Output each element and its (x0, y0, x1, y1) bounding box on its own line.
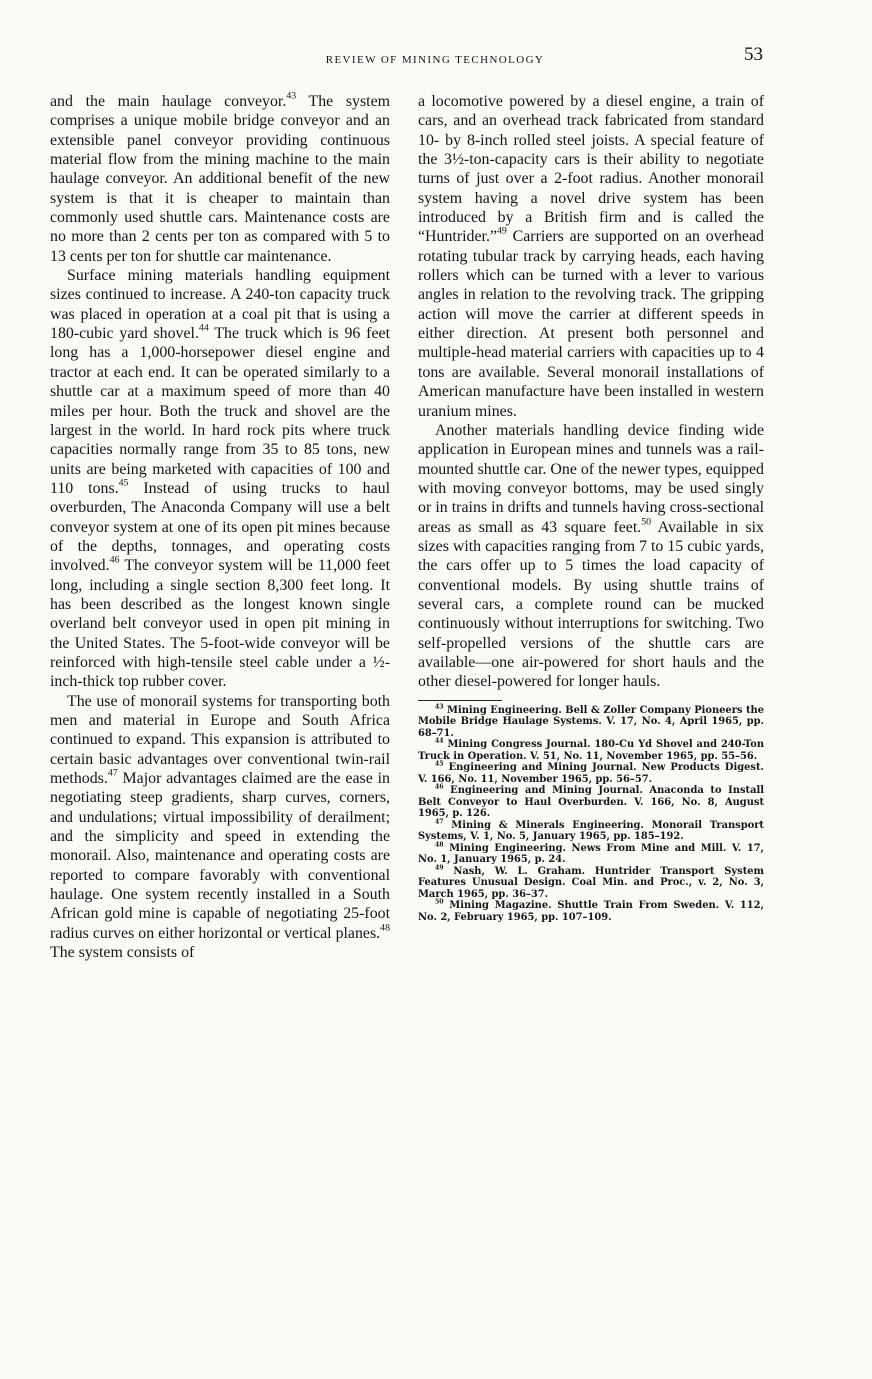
footnote-number: 50 (435, 898, 444, 906)
body-text: Another materials handling device finding wide application in European mines and tunnels was a rail-mounted shuttle car. One of the newer types, equipped with moving conveyor bottoms, may be used singly or in trains in drifts and tunnels having cross-sectional areas as small as 43 square feet. (418, 421, 764, 536)
footnote-text: Nash, W. L. Graham. Huntrider Transport System Features Unusual Design. Coal Min. and Proc., v. 2, No. 3, March 1965, pp. 36–37. (418, 865, 764, 900)
right-column (418, 92, 764, 923)
body-text: a locomotive powered by a diesel engine, a train of cars, and an overhead track fabricated from standard 10- by 8-inch rolled steel joists. A special feature of the 3½-ton-capacity cars is their ability to negotiate turns of just over a 2-foot radius. Another monorail system having a novel drive system has been introduced by a British firm and is called the “Huntrider.” (418, 93, 764, 246)
footnote-text: Mining Congress Journal. 180-Cu Yd Shovel and 240-Ton Truck in Operation. V. 51, No. 11, November 1965, pp. 55–56. (418, 739, 764, 762)
paragraph (50, 692, 390, 963)
footnote (418, 866, 764, 901)
body-text: The conveyor system will be 11,000 feet long, including a single section 8,300 feet long. It has been described as the longest known single overland belt conveyor used in open pit mining in the United States. The 5-foot-wide conveyor will be reinforced with high-tensile steel cable under a ½-inch-thick top rubber cover. (50, 557, 390, 691)
footnote (418, 900, 764, 923)
footnote (418, 739, 764, 762)
footnote-text: Mining Engineering. News From Mine and Mill. V. 17, No. 1, January 1965, p. 24. (418, 842, 764, 866)
body-text: and the main haulage conveyor. (50, 93, 287, 110)
footnote-ref: 50 (641, 516, 652, 528)
body-text: The system consists of (50, 944, 195, 962)
body-text: The use of monorail systems for transporting both men and material in Europe and South Africa continued to expand. This expansion is attributed to certain basic advantages over conventional twin-rail methods. (50, 692, 390, 788)
footnote-ref: 43 (286, 90, 297, 102)
footnote-ref: 48 (380, 922, 390, 934)
running-head: REVIEW OF MINING TECHNOLOGY (325, 54, 545, 66)
body-text: Available in six sizes with capacities ranging from 7 to 15 cubic yards, the cars offer up to 5 times the load capacity of conventional models. By using shuttle trains of several cars, a complete round can be mucked continuously without interruptions for switching. Two self-propelled versions of the shuttle cars are available—one air-powered for short hauls and the other diesel-powered for longer hauls. (418, 518, 764, 691)
footnote (418, 820, 764, 843)
paragraph (50, 92, 390, 266)
footnote-ref: 45 (118, 477, 129, 489)
footnote-ref: 49 (496, 226, 507, 238)
footnote-number: 48 (435, 841, 444, 849)
footnote (418, 705, 764, 740)
body-text: Carriers are supported on an overhead rotating tubular track by carrying heads, each having rollers which can be turned with a lever to various angles in relation to the revolving track. The gripping action will move the carrier at different speeds in either direction. At present both personnel and multiple-head material carriers with capacities up to 4 tons are available. Several monorail installations of American manufacture have been installed in western uranium mines. (418, 228, 764, 420)
paragraph (418, 421, 764, 692)
footnote-number: 44 (435, 737, 444, 745)
paragraph (50, 266, 390, 692)
body-text: Major advantages claimed are the ease in negotiating steep gradients, sharp curves, corners, and undulations; virtual impossibility of derailment; and the simplicity and speed in extending the monorail. Also, maintenance and operating costs are reported to compare favorably with conventional haulage. One system recently installed in a South African gold mine is capable of negotiating 25-foot radius curves on either horizontal or vertical planes. (50, 770, 390, 942)
footnote-text: Mining Engineering. Bell & Zoller Company Pioneers the Mobile Bridge Haulage Systems. V. 17, No. 4, April 1965, pp. 68–71. (418, 704, 764, 739)
footnote (418, 843, 764, 866)
footnote-divider (418, 700, 502, 701)
footnote-number: 47 (435, 818, 444, 826)
body-text: Surface mining materials handling equipment sizes continued to increase. A 240-ton capacity truck was placed in operation at a coal pit that is using a 180-cubic yard shovel. (50, 267, 390, 343)
footnote-ref: 46 (109, 554, 120, 566)
body-text: The truck which is 96 feet long has a 1,000-horsepower diesel engine and tractor at each end. It can be operated similarly to a shuttle car at a maximum speed of more than 40 miles per hour. Both the truck and shovel are the largest in the world. In hard rock pits where truck capacities normally range from 35 to 85 tons, new units are being marketed with capacities of 100 and 110 tons. (50, 325, 390, 497)
footnote-number: 45 (435, 760, 444, 768)
footnote-ref: 44 (198, 322, 209, 334)
body-text: Instead of using trucks to haul overburden, The Anaconda Company will use a belt conveyor system at one of its open pit mines because of the depths, tonnages, and operating costs involved. (50, 479, 391, 575)
left-column (50, 92, 390, 962)
paragraph (418, 92, 764, 421)
footnote-number: 49 (435, 864, 444, 872)
footnote-text: Engineering and Mining Journal. New Products Digest. V. 166, No. 11, November 1965, pp. 56–57. (418, 762, 764, 785)
footnote-number: 43 (435, 703, 444, 711)
footnote-number: 46 (435, 783, 444, 791)
footnote-text: Mining Magazine. Shuttle Train From Sweden. V. 112, No. 2, February 1965, pp. 107–109. (418, 900, 764, 923)
page-number: 53 (744, 44, 763, 65)
body-text: The system comprises a unique mobile bridge conveyor and an extensible panel conveyor providing continuous material flow from the mining machine to the main haulage conveyor. An additional benefit of the new system is that it is cheaper to maintain than commonly used shuttle cars. Maintenance costs are no more than 2 cents per ton as compared with 5 to 13 cents per ton for shuttle car maintenance. (50, 93, 390, 265)
footnote (418, 762, 764, 785)
footnotes (418, 705, 764, 924)
footnote-text: Mining & Minerals Engineering. Monorail Transport Systems, V. 1, No. 5, January 1965, pp. 185–192. (418, 819, 764, 843)
footnote-ref: 47 (107, 767, 118, 779)
footnote (418, 785, 764, 820)
footnote-text: Engineering and Mining Journal. Anaconda to Install Belt Conveyor to Haul Overburden. V. 166, No. 8, August 1965, p. 126. (418, 785, 764, 820)
